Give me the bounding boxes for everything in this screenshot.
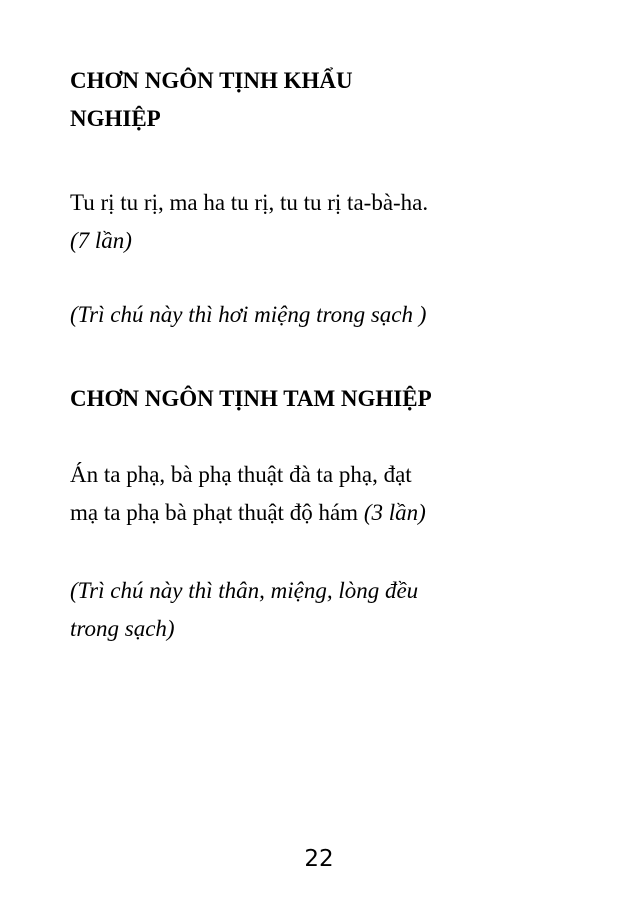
- section2-mantra-line2: mạ ta phạ bà phạt thuật độ hám: [70, 500, 359, 525]
- section2-mantra-repeat: (3 lần): [363, 500, 426, 525]
- section2-mantra-line1: Án ta phạ, bà phạ thuật đà ta phạ, đạt: [70, 462, 412, 487]
- section2-mantra: [70, 456, 590, 532]
- section1-mantra-line1: Tu rị tu rị, ma ha tu rị, tu tu rị ta-bà-ha.: [70, 190, 429, 215]
- section1-mantra: [70, 184, 590, 260]
- section1-note-line: (Trì chú này thì hơi miệng trong sạch ): [70, 302, 427, 327]
- section2-note-line2: trong sạch): [70, 616, 175, 641]
- section1-heading: [70, 62, 590, 138]
- section1-heading-line2: NGHIỆP: [70, 106, 161, 131]
- section1-note: [70, 296, 590, 334]
- section2-heading-line: CHƠN NGÔN TỊNH TAM NGHIỆP: [70, 386, 432, 411]
- section2-note: [70, 572, 590, 648]
- section1-mantra-repeat: (7 lần): [70, 228, 132, 253]
- section2-mantra-line2-wrap: [70, 494, 590, 532]
- page-number: 22: [304, 846, 334, 872]
- section1-heading-line1: CHƠN NGÔN TỊNH KHẨU: [70, 68, 353, 93]
- section2-heading: [70, 380, 590, 418]
- section2-note-line1: (Trì chú này thì thân, miệng, lòng đều: [70, 578, 419, 603]
